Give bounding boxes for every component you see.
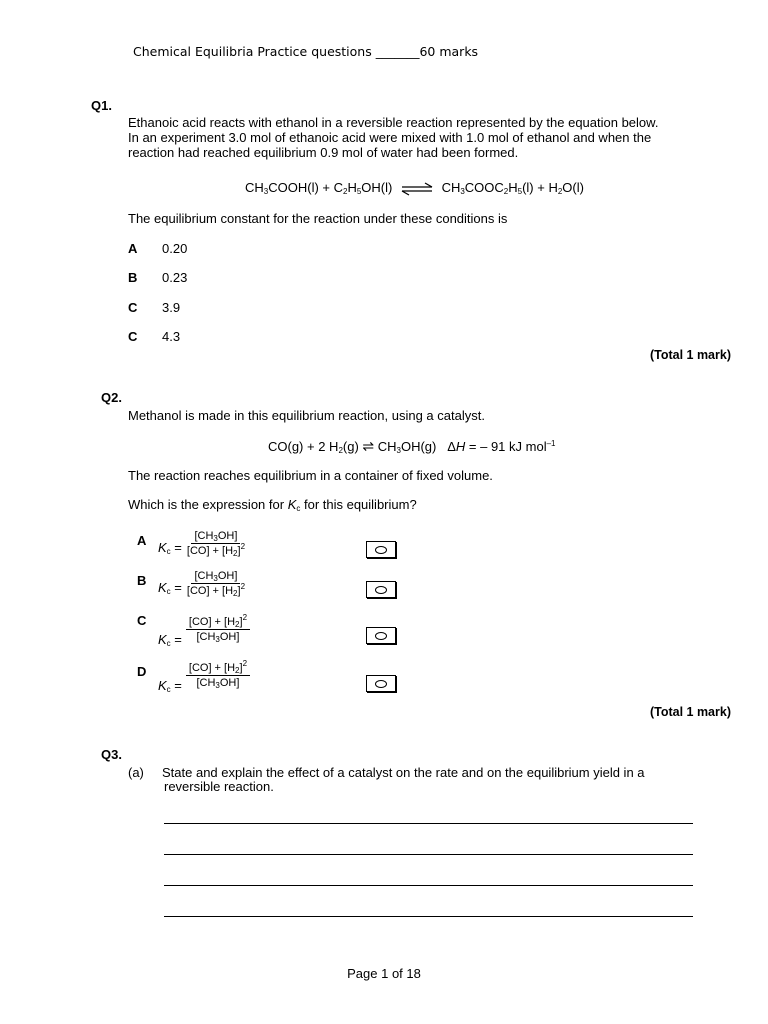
q1-intro-line-2: In an experiment 3.0 mol of ethanoic acid were mixed with 1.0 mol of ethanol and when the bbox=[128, 130, 652, 145]
q3-part-a-line-1: State and explain the effect of a catalyst on the rate and on the equilibrium yield in a bbox=[162, 765, 645, 780]
q2-total: (Total 1 mark) bbox=[649, 705, 731, 719]
q1-option-a-value[interactable]: 0.20 bbox=[162, 241, 188, 256]
answer-line[interactable] bbox=[164, 823, 693, 824]
q1-total: (Total 1 mark) bbox=[649, 348, 731, 362]
q2-option-b-letter: B bbox=[137, 573, 147, 588]
q2-option-d-radio[interactable] bbox=[366, 675, 396, 692]
q2-option-a-radio[interactable] bbox=[366, 541, 396, 558]
q1-intro-line-3: reaction had reached equilibrium 0.9 mol of water had been formed. bbox=[128, 145, 519, 160]
q2-equation: CO(g) + 2 $H_2(g)$ ⇌ $CH_3OH(g) \Delta H$ = – 91 kJ mol$^{-1}$ bbox=[268, 438, 556, 455]
q2-option-c-expression: $K_c$ = $\frac{[CO] + [H_2]^2}{[CH_3OH]}$ bbox=[158, 616, 250, 643]
q2-option-c-letter: C bbox=[137, 613, 147, 628]
q1-option-d-value[interactable]: 4.3 bbox=[162, 329, 181, 344]
q1-intro-line-1: Ethanoic acid reacts with ethanol in a reversible reaction represented by the equation below. bbox=[128, 115, 659, 130]
q1-option-c-value[interactable]: 3.9 bbox=[162, 300, 181, 315]
q2-fixed-volume: The reaction reaches equilibrium in a container of fixed volume. bbox=[128, 468, 493, 483]
q1-option-b-value[interactable]: 0.23 bbox=[162, 270, 188, 285]
q1-option-b-letter: B bbox=[128, 270, 138, 285]
answer-line[interactable] bbox=[164, 885, 693, 886]
q2-option-d-letter: D bbox=[137, 664, 147, 679]
q2-option-c-radio[interactable] bbox=[366, 627, 396, 644]
q2-option-a-expression: $K_c$ = $\frac{[CH_3OH]}{[CO] + [H_2]^2}$ bbox=[158, 530, 246, 558]
q1-option-a-letter: A bbox=[128, 241, 138, 256]
document-title: Chemical Equilibria Practice questions _______60 marks bbox=[133, 44, 479, 59]
q3-part-a-line-2: reversible reaction. bbox=[164, 779, 274, 794]
q1-option-d-letter: C bbox=[128, 329, 138, 344]
q2-option-b-radio[interactable] bbox=[366, 581, 396, 598]
equilibrium-arrows-icon bbox=[400, 182, 434, 196]
answer-line[interactable] bbox=[164, 916, 693, 917]
q1-question: The equilibrium constant for the reaction under these conditions is bbox=[128, 211, 508, 226]
q2-option-d-expression: $K_c$ = $\frac{[CO] + [H_2]^2}{[CH_3OH]}$ bbox=[158, 662, 250, 689]
answer-line[interactable] bbox=[164, 854, 693, 855]
q1-option-c-letter: C bbox=[128, 300, 138, 315]
q1-equation: $CH_3COOH(l) + C_2H_5OH(l)$ $CH_3COOC_2H_5(l) + H_2O(l)$ bbox=[245, 180, 584, 196]
q2-number: Q2. bbox=[101, 390, 122, 405]
page-number: Page 1 of 18 bbox=[347, 966, 421, 981]
q2-enthalpy-value: = – 91 kJ mol bbox=[468, 439, 547, 454]
q2-option-a-letter: A bbox=[137, 533, 147, 548]
q3-number: Q3. bbox=[101, 747, 122, 762]
q1-number: Q1. bbox=[91, 98, 112, 113]
q3-part-a-label: (a) bbox=[128, 765, 144, 780]
q2-intro: Methanol is made in this equilibrium reaction, using a catalyst. bbox=[128, 408, 485, 423]
q2-question: Which is the expression for $K_c$ for this equilibrium? bbox=[128, 497, 417, 513]
q2-option-b-expression: $K_c$ = $\frac{[CH_3OH]}{[CO] + [H_2]^2}$ bbox=[158, 570, 246, 598]
